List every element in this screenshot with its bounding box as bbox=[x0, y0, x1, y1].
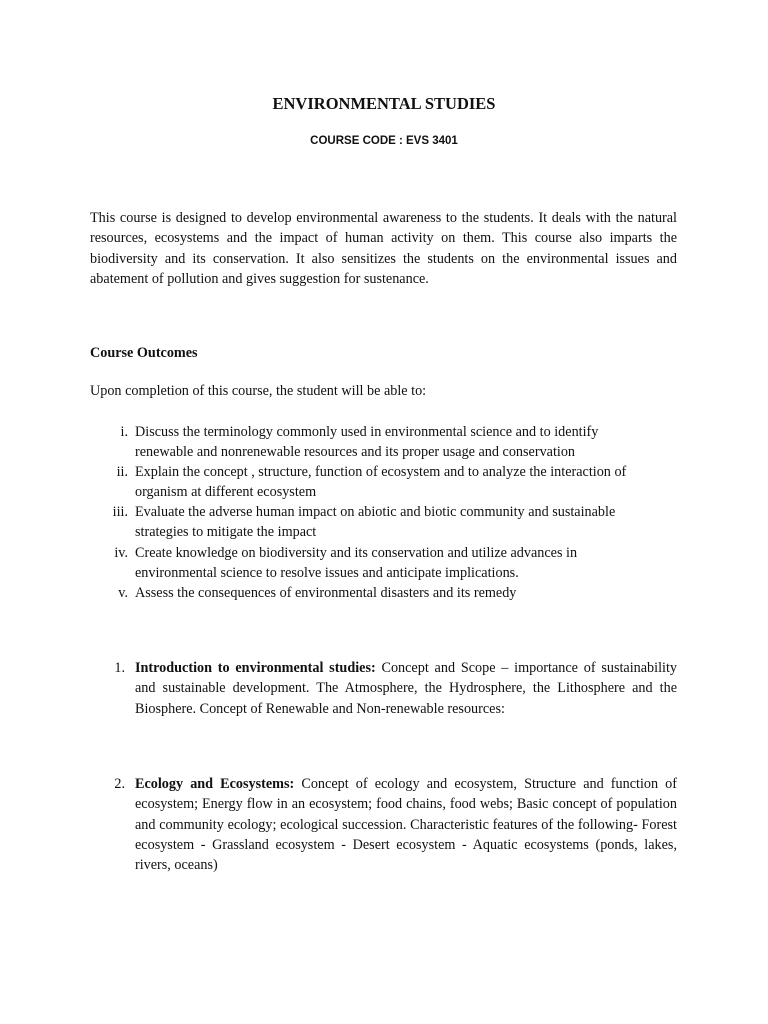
outcomes-heading: Course Outcomes bbox=[90, 345, 198, 361]
list-item-number: ii. bbox=[116, 464, 128, 481]
topic-text: Concept and Scope – importance of sustainability and sustainable development. The Atmosphere, the Hydrosphere, the Lithosphere and the Biosphere. Concept of Renewable and Non-renewable resources: bbox=[135, 660, 678, 717]
list-item-text: Explain the concept , structure, function of ecosystem and to analyze the interaction of organism at different ecosystem bbox=[135, 464, 627, 501]
topic-text: Concept of ecology and ecosystem, Structure and function of ecosystem; Energy flow in an ecosystem; food chains, food webs; Basic concept of population and community ecology; ecological succession. Characteristic features of the following- Forest ecosystem - Grassland ecosystem - Desert ecosystem - Aquatic ecosystems (ponds, lakes, rivers, oceans) bbox=[135, 776, 678, 874]
outcomes-lead: Upon completion of this course, the student will be able to: bbox=[90, 383, 427, 399]
list-item-number: iv. bbox=[114, 544, 128, 561]
list-item bbox=[90, 543, 660, 583]
page-title: ENVIRONMENTAL STUDIES bbox=[272, 94, 496, 113]
course-code: COURSE CODE : EVS 3401 bbox=[310, 135, 458, 147]
topic-heading: Introduction to environmental studies: bbox=[135, 660, 376, 676]
topic-section bbox=[90, 658, 677, 719]
list-item bbox=[90, 583, 660, 603]
list-item-number: v. bbox=[118, 584, 128, 601]
intro-paragraph: This course is designed to develop environmental awareness to the students. It deals with the natural resources, ecosystems and the impact of human activity on them. This course also imparts the biodiversity and its conservation. It also sensitizes the students on the environmental issues and abatement of pollution and gives suggestion for sustenance. bbox=[90, 210, 677, 287]
list-item-number: iii. bbox=[112, 504, 128, 521]
topic-body bbox=[135, 774, 677, 875]
topic-body bbox=[135, 658, 677, 719]
list-item-text: Create knowledge on biodiversity and its conservation and utilize advances in environmental science to resolve issues and anticipate implications. bbox=[135, 544, 578, 581]
list-item-text: Evaluate the adverse human impact on abiotic and biotic community and sustainable strategies to mitigate the impact bbox=[135, 504, 616, 541]
topic-number: 1. bbox=[114, 660, 125, 676]
topic-section bbox=[90, 774, 677, 875]
list-item-number: i. bbox=[120, 424, 128, 440]
list-item bbox=[90, 462, 660, 502]
outcomes-list bbox=[90, 422, 660, 603]
list-item bbox=[90, 422, 660, 462]
list-item-text: Assess the consequences of environmental disasters and its remedy bbox=[135, 584, 517, 601]
list-item bbox=[90, 502, 660, 542]
topic-heading: Ecology and Ecosystems: bbox=[135, 776, 295, 792]
topic-number: 2. bbox=[114, 776, 125, 792]
list-item-text: Discuss the terminology commonly used in environmental science and to identify renewable and nonrenewable resources and its proper usage and conservation bbox=[135, 424, 599, 461]
